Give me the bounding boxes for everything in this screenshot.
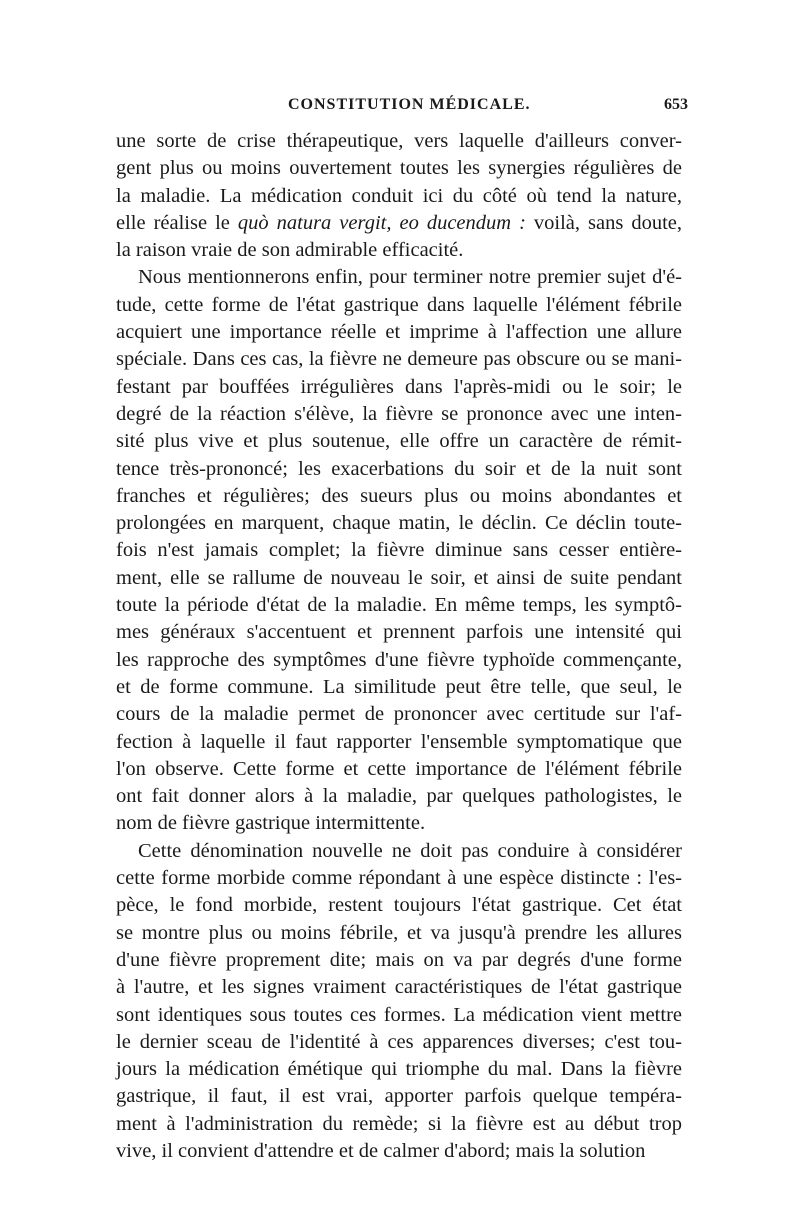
text-line: mes généraux s'accentuent et prennent parfois une intensité qui bbox=[116, 621, 682, 644]
text-line: la raison vraie de son admirable efficacité. bbox=[116, 239, 464, 262]
text-line: cours de la maladie permet de prononcer avec certitude sur l'af- bbox=[116, 703, 682, 726]
text-line: les rapproche des symptômes d'une fièvre typhoïde commençante, bbox=[116, 648, 682, 671]
body-text bbox=[116, 128, 682, 1165]
paragraph bbox=[116, 128, 682, 264]
text-line: tence très-prononcé; les exacerbations du soir et de la nuit sont bbox=[116, 457, 682, 480]
book-page bbox=[116, 96, 688, 1165]
text-line: ment à l'administration du remède; si la fièvre est au début trop bbox=[116, 1112, 682, 1135]
page-number: 653 bbox=[664, 96, 688, 113]
text-line: prolongées en marquent, chaque matin, le déclin. Ce déclin toute- bbox=[116, 512, 682, 535]
text-line: nom de fièvre gastrique intermittente. bbox=[116, 812, 426, 835]
text-line: ment, elle se rallume de nouveau le soir, et ainsi de suite pendant bbox=[116, 566, 682, 589]
text-line: gastrique, il faut, il est vrai, apporter parfois quelque tempéra- bbox=[116, 1085, 682, 1108]
text-line: festant par bouffées irrégulières dans l'après-midi ou le soir; le bbox=[116, 375, 682, 398]
text-line: le dernier sceau de l'identité à ces apparences diverses; c'est tou- bbox=[116, 1030, 682, 1053]
text-line: toute la période d'état de la maladie. En même temps, les symptô- bbox=[116, 594, 682, 617]
text-line: ont fait donner alors à la maladie, par quelques pathologistes, le bbox=[116, 785, 682, 808]
text-line: gent plus ou moins ouvertement toutes les synergies régulières de bbox=[116, 157, 682, 180]
text-line: se montre plus ou moins fébrile, et va jusqu'à prendre les allures bbox=[116, 921, 682, 944]
text-line: jours la médication émétique qui triomphe du mal. Dans la fièvre bbox=[116, 1058, 682, 1081]
text-line: sité plus vive et plus soutenue, elle offre un caractère de rémit- bbox=[116, 430, 682, 453]
text-line: et de forme commune. La similitude peut être telle, que seul, le bbox=[116, 675, 682, 698]
text-line: Nous mentionnerons enfin, pour terminer notre premier sujet d'é- bbox=[138, 266, 682, 289]
text-line: Cette dénomination nouvelle ne doit pas conduire à considérer bbox=[138, 839, 682, 862]
text-line: acquiert une importance réelle et imprime à l'affection une allure bbox=[116, 321, 682, 344]
text-line: fection à laquelle il faut rapporter l'ensemble symptomatique que bbox=[116, 730, 682, 753]
text-line: sont identiques sous toutes ces formes. La médication vient mettre bbox=[116, 1003, 682, 1026]
text-line: la maladie. La médication conduit ici du côté où tend la nature, bbox=[116, 184, 682, 207]
text-line: pèce, le fond morbide, restent toujours l'état gastrique. Cet état bbox=[116, 894, 682, 917]
text-line: franches et régulières; des sueurs plus ou moins abondantes et bbox=[116, 484, 682, 507]
text-line: tude, cette forme de l'état gastrique dans laquelle l'élément fébrile bbox=[116, 293, 682, 316]
text-line: vive, il convient d'attendre et de calmer d'abord; mais la solution bbox=[116, 1139, 646, 1162]
text-line: cette forme morbide comme répondant à une espèce distincte : l'es- bbox=[116, 867, 682, 890]
text-line: elle réalise le quò natura vergit, eo ducendum : voilà, sans doute, bbox=[116, 211, 682, 234]
paragraph bbox=[116, 264, 682, 837]
text-line: d'une fièvre proprement dite; mais on va par degrés d'une forme bbox=[116, 948, 682, 971]
text-line: degré de la réaction s'élève, la fièvre se prononce avec une inten- bbox=[116, 402, 682, 425]
latin-quote: quò natura vergit, eo ducendum : bbox=[237, 211, 526, 234]
text-line: l'on observe. Cette forme et cette importance de l'élément fébrile bbox=[116, 757, 682, 780]
text-line: à l'autre, et les signes vraiment caractéristiques de l'état gastrique bbox=[116, 976, 682, 999]
paragraph bbox=[116, 838, 682, 1166]
text-line: fois n'est jamais complet; la fièvre diminue sans cesser entière- bbox=[116, 539, 682, 562]
text-line: spéciale. Dans ces cas, la fièvre ne demeure pas obscure ou se mani- bbox=[116, 348, 682, 371]
text-line: une sorte de crise thérapeutique, vers laquelle d'ailleurs conver- bbox=[116, 130, 682, 152]
running-title: CONSTITUTION MÉDICALE. bbox=[288, 96, 531, 113]
running-header bbox=[116, 96, 688, 122]
